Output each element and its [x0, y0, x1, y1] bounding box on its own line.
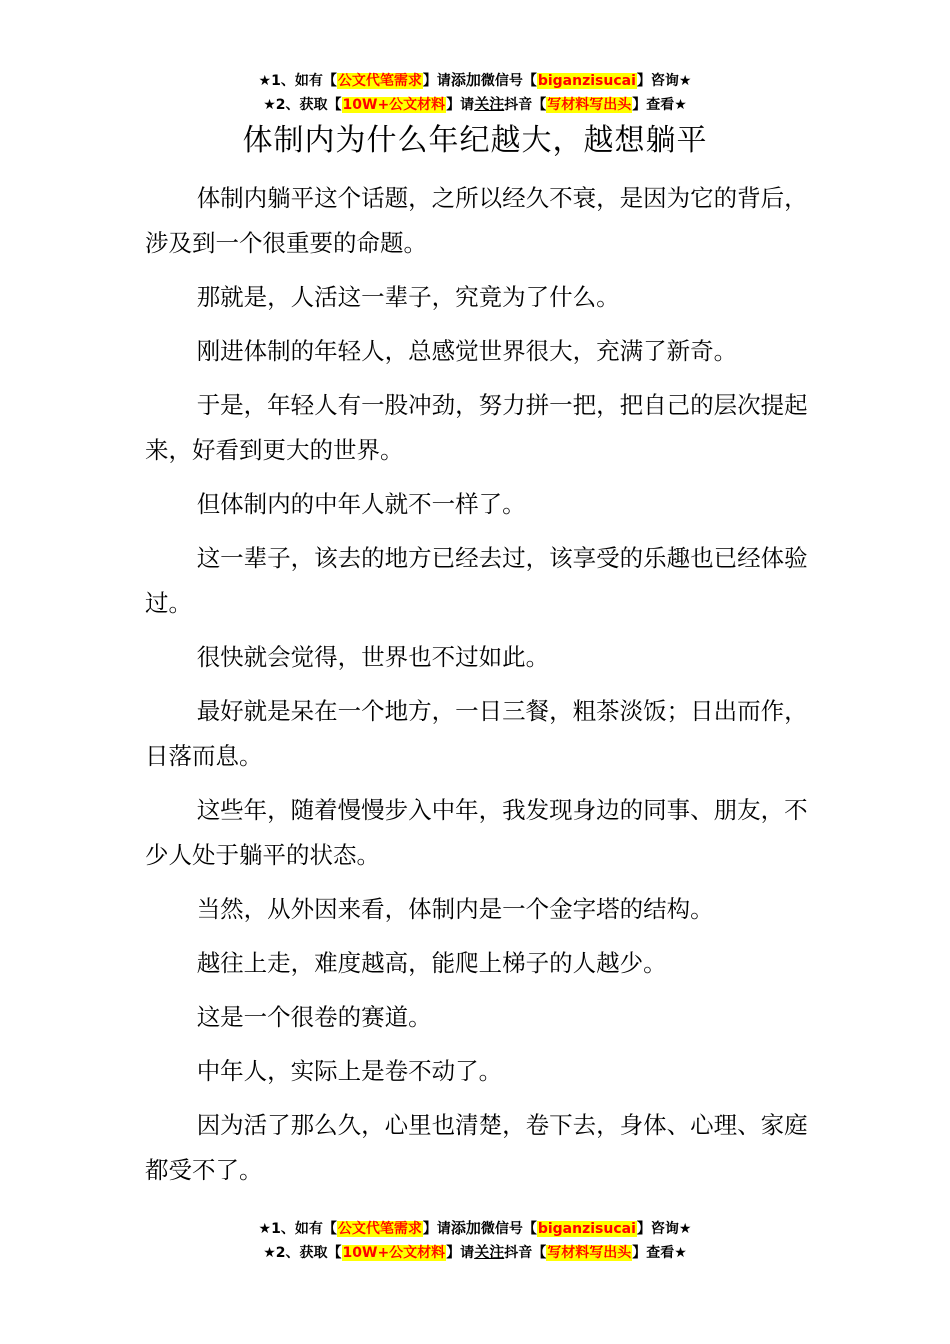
paragraph: 这一辈子，该去的地方已经去过，该享受的乐趣也已经体验过。 — [145, 544, 808, 617]
highlight-service: 公文代笔需求 — [337, 73, 422, 89]
highlight-douyin-account: 写材料写出头 — [547, 97, 632, 113]
highlight-wechat-id: biganzisucai — [537, 73, 636, 89]
paragraph: 体制内躺平这个话题，之所以经久不衰，是因为它的背后，涉及到一个很重要的命题。 — [145, 184, 808, 257]
banner-text: 抖音【 — [504, 1245, 547, 1261]
header-banner — [0, 69, 950, 117]
paragraph: 刚进体制的年轻人，总感觉世界很大，充满了新奇。 — [196, 337, 738, 365]
banner-emphasis: 关注 — [474, 1243, 505, 1261]
banner-emphasis: 关注 — [474, 95, 505, 113]
banner-text: ★2、获取【 — [263, 97, 342, 113]
banner-text: 】咨询★ — [636, 1221, 692, 1237]
article-body — [145, 176, 821, 1202]
banner-text: 】查看★ — [632, 1245, 687, 1261]
paragraph: 那就是，人活这一辈子，究竟为了什么。 — [196, 283, 620, 311]
paragraph: 因为活了那么久，心里也清楚，卷下去，身体、心理、家庭都受不了。 — [145, 1111, 808, 1184]
paragraph: 这是一个很卷的赛道。 — [196, 1003, 432, 1031]
banner-text: 微信号【 — [480, 1221, 537, 1237]
paragraph: 于是，年轻人有一股冲劲，努力拼一把，把自己的层次提起来，好看到更大的世界。 — [145, 391, 808, 464]
highlight-douyin-account: 写材料写出头 — [547, 1245, 632, 1261]
banner-text: 】查看★ — [632, 97, 687, 113]
banner-text: 】请 — [422, 73, 451, 89]
banner-text: ★1、如有【 — [258, 1221, 337, 1237]
highlight-materials: 10W+公文材料 — [342, 97, 446, 113]
banner-line-2 — [0, 1241, 950, 1265]
highlight-wechat-id: biganzisucai — [537, 1221, 636, 1237]
banner-line-1 — [0, 1217, 950, 1241]
paragraph: 越往上走，难度越高，能爬上梯子的人越少。 — [196, 949, 667, 977]
banner-text: 微信号【 — [480, 73, 537, 89]
banner-text: 】请 — [446, 1245, 475, 1261]
banner-text: ★2、获取【 — [263, 1245, 342, 1261]
footer-banner — [0, 1217, 950, 1265]
paragraph: 这些年，随着慢慢步入中年，我发现身边的同事、朋友，不少人处于躺平的状态。 — [145, 796, 808, 869]
paragraph: 最好就是呆在一个地方，一日三餐，粗茶淡饭；日出而作，日落而息。 — [145, 697, 808, 770]
banner-text: ★1、如有【 — [258, 73, 337, 89]
banner-text: 】请 — [446, 97, 475, 113]
banner-text: 抖音【 — [504, 97, 547, 113]
banner-line-1 — [0, 69, 950, 93]
highlight-materials: 10W+公文材料 — [342, 1245, 446, 1261]
highlight-service: 公文代笔需求 — [337, 1221, 422, 1237]
banner-emphasis: 添加 — [450, 1219, 481, 1237]
page-title: 体制内为什么年纪越大，越想躺平 — [242, 123, 708, 158]
banner-text: 】咨询★ — [636, 73, 692, 89]
paragraph: 中年人，实际上是卷不动了。 — [196, 1057, 503, 1085]
paragraph: 很快就会觉得，世界也不过如此。 — [196, 643, 550, 671]
paragraph: 但体制内的中年人就不一样了。 — [196, 490, 526, 518]
paragraph: 当然，从外因来看，体制内是一个金字塔的结构。 — [196, 895, 714, 923]
banner-text: 】请 — [422, 1221, 451, 1237]
banner-line-2 — [0, 93, 950, 117]
banner-emphasis: 添加 — [450, 71, 481, 89]
